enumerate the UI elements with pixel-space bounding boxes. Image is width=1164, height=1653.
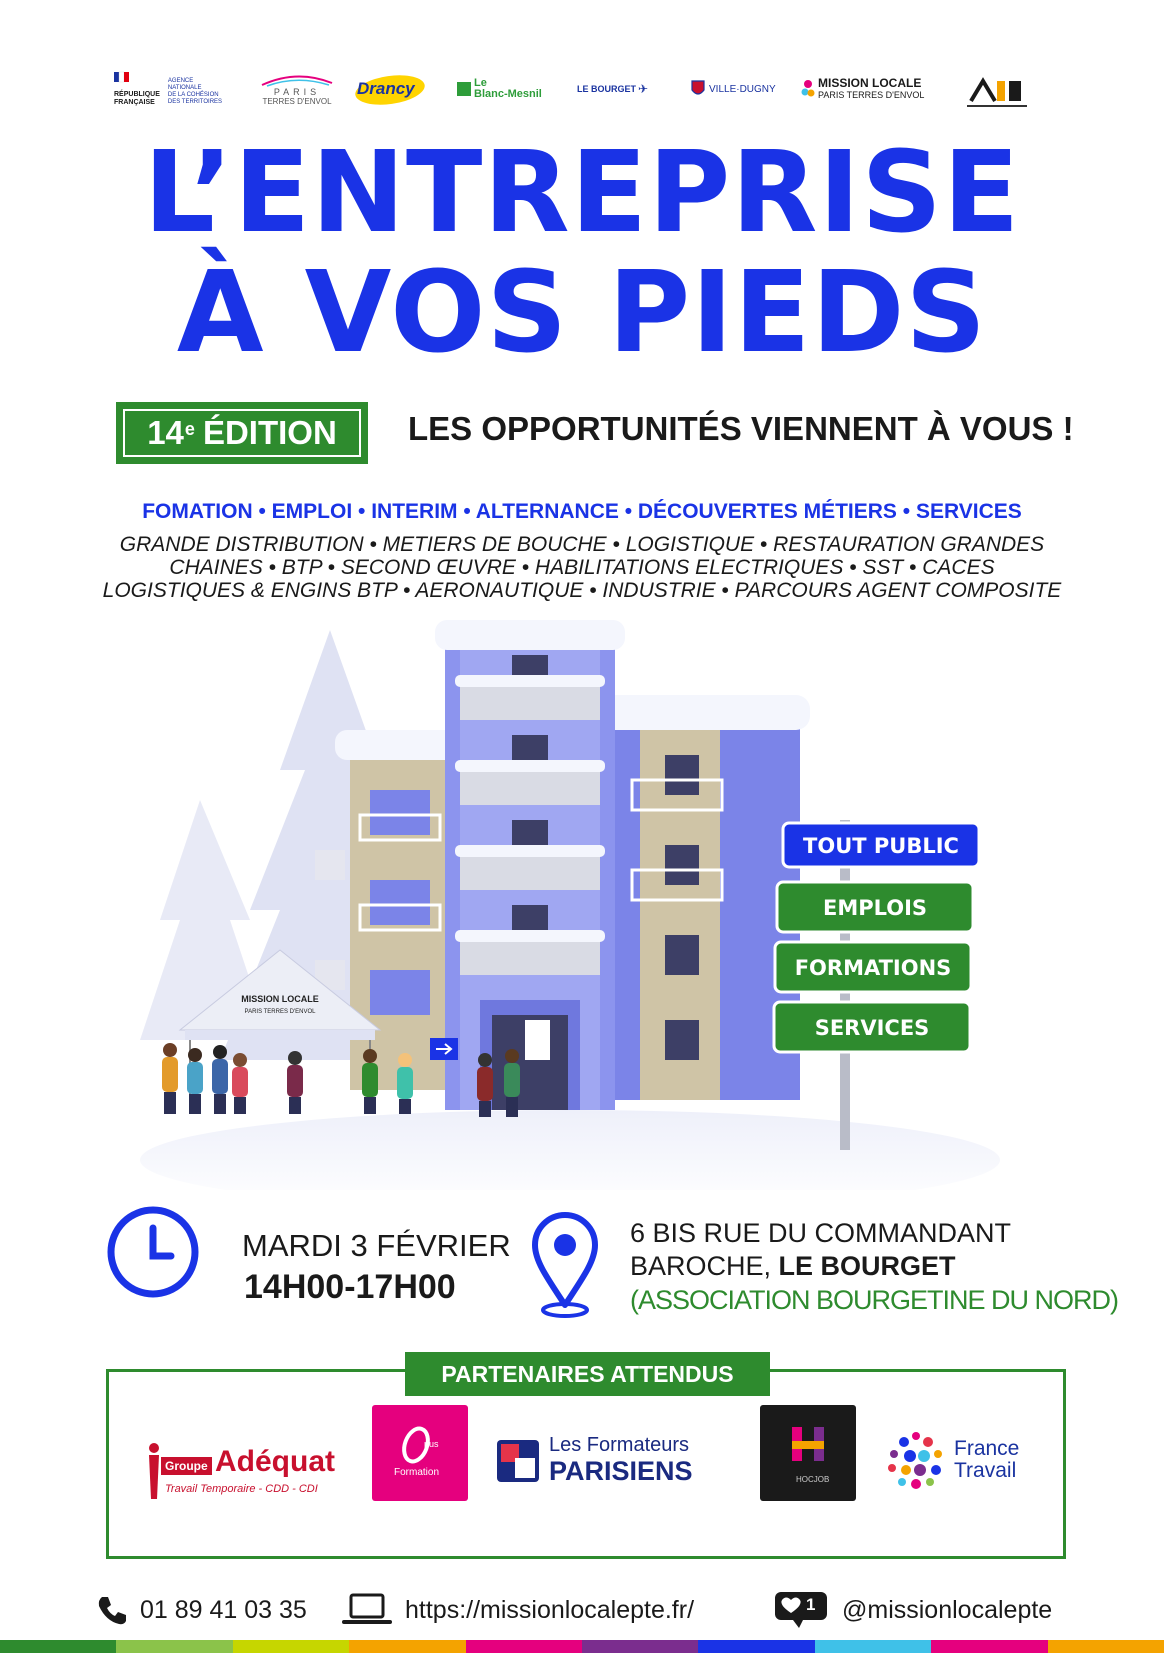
tent-label-2: PARIS TERRES D'ENVOL xyxy=(244,1009,316,1015)
website-link[interactable]: https://missionlocalepte.fr/ xyxy=(405,1596,695,1624)
formateurs-line2: PARISIENS xyxy=(549,1456,693,1486)
adequat-group: Groupe xyxy=(161,1457,212,1475)
stripe-segment xyxy=(698,1640,814,1653)
opus-name: pus xyxy=(424,1439,439,1449)
anct-line3: DE LA COHÉSION xyxy=(167,92,219,98)
title-line-2: À VOS PIEDS xyxy=(176,248,988,378)
stripe-segment xyxy=(931,1640,1047,1653)
hocjob-logo xyxy=(760,1405,856,1501)
france-travail-line2: Travail xyxy=(954,1459,1017,1482)
snowy-building-illustration xyxy=(140,620,1040,1190)
clock-icon xyxy=(105,1204,201,1300)
opus-sub: Formation xyxy=(394,1467,440,1478)
blanc-mesnil-name: Blanc-Mesnil xyxy=(474,88,542,100)
le-bourget-text: LE BOURGET xyxy=(577,84,637,94)
sign-formations-label: FORMATIONS xyxy=(794,956,952,980)
mission-locale-sub: PARIS TERRES D'ENVOL xyxy=(818,90,925,100)
drancy-logo xyxy=(357,68,432,110)
like-bubble-icon xyxy=(773,1590,829,1630)
blanc-mesnil-le: Le xyxy=(474,77,487,89)
abn-house-icon xyxy=(967,71,1027,105)
phone-number-link[interactable]: 01 89 41 03 35 xyxy=(140,1596,307,1624)
republique-line2: FRANÇAISE xyxy=(114,99,155,106)
sign-tout-public-label: TOUT PUBLIC xyxy=(803,834,959,858)
anct-line4: DES TERRITOIRES xyxy=(167,99,223,105)
dugny-text: VILLE·DUGNY xyxy=(709,83,776,95)
stripe-segment xyxy=(1048,1640,1164,1653)
title-line-1: L’ENTREPRISE xyxy=(143,128,1021,258)
edition-suffix: e xyxy=(184,418,195,439)
republique-line1: RÉPUBLIQUE xyxy=(114,91,160,98)
drancy-text: Drancy xyxy=(357,79,415,98)
address-venue: (ASSOCIATION BOURGETINE DU NORD) xyxy=(630,1285,1119,1315)
location-pin-icon xyxy=(530,1210,600,1320)
formateurs-line1: Les Formateurs xyxy=(549,1434,690,1456)
address-city: LE BOURGET xyxy=(778,1251,956,1281)
social-like-badge xyxy=(773,1590,829,1626)
plane-icon: ✈ xyxy=(638,82,649,96)
france-travail-logo xyxy=(884,1430,1044,1500)
sectors-line-1: GRANDE DISTRIBUTION • METIERS DE BOUCHE • LOGISTIQUE • RESTAURATION GRANDES xyxy=(119,533,1045,556)
laptop-icon xyxy=(342,1592,392,1628)
hocjob-text: HOCJOB xyxy=(796,1475,830,1484)
tent-label-1: MISSION LOCALE xyxy=(241,994,319,1004)
stripe-segment xyxy=(116,1640,232,1653)
opus-formation-logo xyxy=(372,1405,468,1501)
republique-francaise-logo xyxy=(112,68,232,110)
partners-box xyxy=(106,1369,1066,1559)
stripe-segment xyxy=(349,1640,465,1653)
central-tower xyxy=(435,620,625,1110)
mission-locale-icon xyxy=(800,78,816,100)
france-travail-line1: France xyxy=(954,1437,1020,1460)
address-street-end: BAROCHE, xyxy=(630,1251,779,1281)
formateurs-square-icon xyxy=(497,1440,539,1482)
blanc-mesnil-icon xyxy=(457,82,471,96)
paris-terres-envol-logo xyxy=(252,68,342,110)
color-stripe xyxy=(0,1640,1164,1653)
tagline: LES OPPORTUNITÉS VIENNENT À VOUS ! xyxy=(408,410,1074,447)
sign-formations xyxy=(775,942,971,992)
entrance-poster xyxy=(525,1020,550,1060)
sectors-line-3: LOGISTIQUES & ENGINS BTP • AERONAUTIQUE • INDUSTRIE • PARCOURS AGENT COMPOSITE xyxy=(102,579,1062,602)
stripe-segment xyxy=(233,1640,349,1653)
mission-locale-logo xyxy=(800,68,940,110)
le-bourget-logo xyxy=(577,68,667,110)
adequat-logo xyxy=(145,1439,335,1509)
abn-logo xyxy=(967,68,1037,110)
mission-locale-text: MISSION LOCALE xyxy=(818,76,922,90)
swoosh-icon xyxy=(257,73,337,87)
stripe-segment xyxy=(466,1640,582,1653)
social-handle-link[interactable]: @missionlocalepte xyxy=(842,1596,1053,1624)
address-line-2 xyxy=(630,1251,956,1282)
edition-label: ÉDITION xyxy=(202,414,337,451)
ville-dugny-logo xyxy=(690,68,780,110)
anct-line1: AGENCE xyxy=(167,78,194,84)
partner-logos-row xyxy=(112,68,1052,118)
terres-envol-text: TERRES D'ENVOL xyxy=(262,96,332,106)
phone-icon xyxy=(96,1594,128,1626)
dugny-shield-icon xyxy=(690,79,706,99)
hocjob-h-icon xyxy=(790,1425,826,1465)
france-travail-dots-icon xyxy=(884,1430,948,1494)
formateurs-parisiens-logo xyxy=(497,1432,737,1492)
sectors-line-2: CHAINES • BTP • SECOND ŒUVRE • HABILITATIONS ELECTRIQUES • SST • CACES xyxy=(169,556,995,579)
event-date: MARDI 3 FÉVRIER xyxy=(242,1228,511,1263)
partners-title: PARTENAIRES ATTENDUS xyxy=(405,1352,770,1396)
signpost xyxy=(774,820,979,1150)
like-count: 1 xyxy=(806,1595,816,1614)
stripe-segment xyxy=(582,1640,698,1653)
sectors-list xyxy=(60,533,1104,602)
sign-tout-public xyxy=(783,823,979,867)
blanc-mesnil-logo xyxy=(457,68,547,110)
sign-emplois xyxy=(777,882,973,932)
stripe-segment xyxy=(0,1640,116,1653)
stripe-segment xyxy=(815,1640,931,1653)
themes-list: FOMATION • EMPLOI • INTERIM • ALTERNANCE • DÉCOUVERTES MÉTIERS • SERVICES xyxy=(142,500,1022,523)
sign-emplois-label: EMPLOIS xyxy=(822,896,928,920)
adequat-name: Adéquat xyxy=(215,1445,335,1478)
anct-line2: NATIONALE xyxy=(167,85,202,91)
opus-o-icon xyxy=(392,1421,448,1471)
paris-text: PARIS xyxy=(273,86,321,97)
address-line-1: 6 BIS RUE DU COMMANDANT xyxy=(630,1218,1012,1248)
edition-badge xyxy=(116,402,368,464)
sign-services-label: SERVICES xyxy=(814,1016,930,1040)
edition-number: 14 xyxy=(147,414,184,451)
adequat-sub: Travail Temporaire - CDD - CDI xyxy=(165,1483,318,1495)
sign-services xyxy=(774,1002,970,1052)
event-time: 14H00-17H00 xyxy=(244,1268,456,1306)
